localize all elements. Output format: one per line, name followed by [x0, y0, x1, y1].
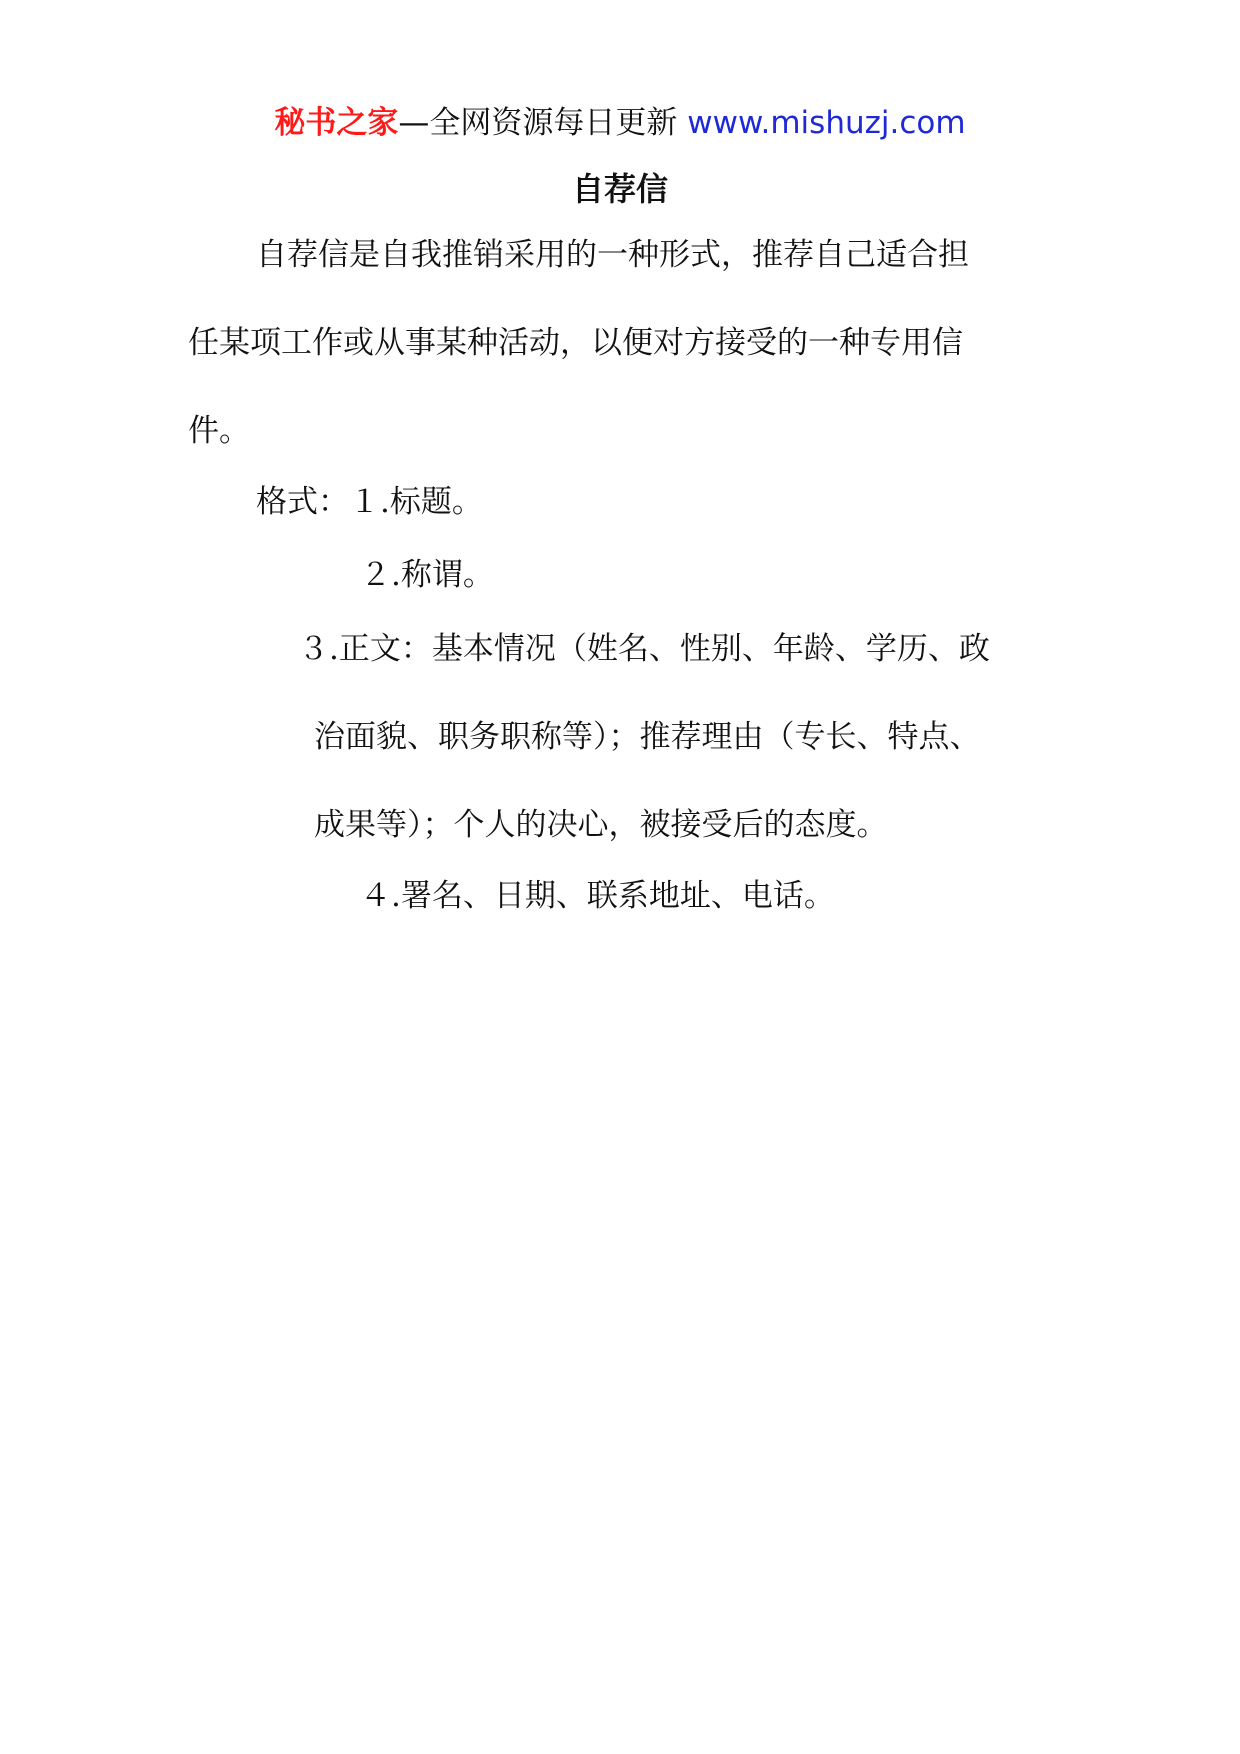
format-item-3-line-1: ３.正文：基本情况（姓名、性别、年龄、学历、政: [298, 631, 990, 667]
format-item-2: ２.称谓。: [360, 557, 494, 593]
format-item-4: ４.署名、日期、联系地址、电话。: [360, 878, 835, 914]
intro-line-3: 件。: [188, 413, 250, 449]
document-title: 自荐信: [571, 170, 668, 208]
intro-line-1: 自荐信是自我推销采用的一种形式，推荐自己适合担: [256, 237, 969, 273]
intro-line-2: 任某项工作或从事某种活动，以便对方接受的一种专用信: [188, 325, 963, 361]
site-brand: 秘书之家: [274, 105, 399, 141]
format-item-3-line-2: 治面貌、职务职称等）；推荐理由（专长、特点、: [314, 719, 981, 755]
site-header: [0, 98, 1240, 148]
format-item-1: 格式：１.标题。: [256, 484, 483, 520]
site-url-link[interactable]: www.mishuzj.com: [687, 105, 966, 141]
site-slogan: —全网资源每日更新: [398, 105, 688, 141]
format-item-3-line-3: 成果等）；个人的决心，被接受后的态度。: [314, 807, 888, 843]
